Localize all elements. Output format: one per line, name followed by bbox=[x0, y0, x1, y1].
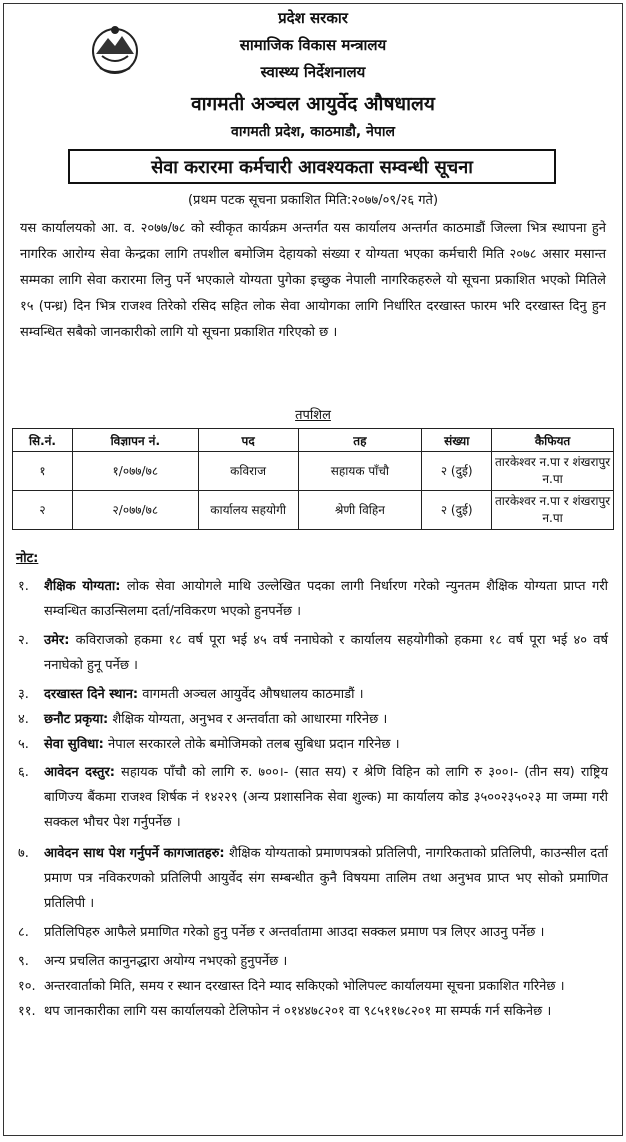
note-item bbox=[18, 760, 608, 835]
note-number: २. bbox=[18, 633, 29, 648]
column-header: संख्या bbox=[422, 429, 492, 452]
note-text: कविराजको हकमा १८ वर्ष पूरा भई ४५ वर्ष ननाघेको र कार्यालय सहयोगीको हकमा १८ वर्ष पूरा भई ४० वर्ष ननाघेको हुनू पर्नेछ । bbox=[44, 633, 608, 673]
note-text: सहायक पाँचौ को लागि रु. ७००।- (सात सय) र श्रेणि विहिन को लागि रु ३००।- (तीन सय) राष्ट्रिय बाणिज्य बैंकमा राजश्व शिर्षक नं १४२२९ (अन्य प्रशासनिक सेवा शुल्क) मा कार्यालय कोड ३५००२३५०२३ मा जम्मा गरी सक्कल भौचर पेश गर्नुपर्नेछ । bbox=[44, 765, 608, 830]
table-cell: २/०७७/७८ bbox=[72, 491, 198, 530]
note-item bbox=[18, 628, 608, 678]
note-number: ३. bbox=[18, 687, 29, 702]
table-cell: १ bbox=[13, 452, 73, 491]
note-item bbox=[18, 920, 608, 945]
header-line-1: प्रदेश सरकार bbox=[278, 9, 348, 27]
note-text: प्रतिलिपिहरु आफैले प्रमाणित गरेको हुनु पर्नेछ र अन्तर्वातामा आउदा सक्कल प्रमाण पत्र लिएर आउनु पर्नेछ । bbox=[44, 925, 545, 940]
note-text: वागमती अञ्चल आयुर्वेद औषधालय काठमाडौं । bbox=[138, 687, 364, 702]
note-key: सेवा सुविधा: bbox=[44, 737, 104, 752]
note-key: शैक्षिक योग्यता: bbox=[44, 579, 121, 594]
notes-list bbox=[18, 574, 608, 1024]
note-text: नेपाल सरकारले तोके बमोजिमको तलब सुबिधा प्रदान गरिनेछ । bbox=[103, 737, 400, 752]
table-cell: कविराज bbox=[198, 452, 298, 491]
table-row bbox=[13, 491, 614, 530]
note-item bbox=[18, 682, 608, 707]
table-row bbox=[13, 452, 614, 491]
note-item bbox=[18, 974, 608, 999]
table-header-row bbox=[13, 429, 614, 452]
table-cell: सहायक पाँचौ bbox=[298, 452, 422, 491]
note-key: छनौट प्रकृया: bbox=[44, 712, 109, 727]
note-item bbox=[18, 999, 608, 1024]
notes-title: नोट: bbox=[16, 551, 39, 566]
published-date: (प्रथम पटक सूचना प्रकाशित मिति:२०७७/०९/२६ गते) bbox=[187, 193, 439, 208]
column-header: पद bbox=[198, 429, 298, 452]
column-header: सि.नं. bbox=[13, 429, 73, 452]
table-cell: २ (दुई) bbox=[422, 491, 492, 530]
table-cell: तारकेश्वर न.पा र शंखरापुर न.पा bbox=[492, 452, 614, 491]
note-text: लोक सेवा आयोगले माथि उल्लेखित पदका लागी निर्धारण गरेको न्युनतम शैक्षिक योग्यता प्राप्त गरी सम्वन्धित काउन्सिलमा दर्ता/नविकरण भएको हुनपर्नेछ । bbox=[44, 579, 609, 619]
table-cell: २ bbox=[13, 491, 73, 530]
schedule-table bbox=[12, 428, 614, 530]
note-number: १०. bbox=[18, 979, 36, 994]
table-cell: तारकेश्वर न.पा र शंखरापुर न.पा bbox=[492, 491, 614, 530]
note-text: अन्तरवार्ताको मिति, समय र स्थान दरखास्त दिने म्याद सकिएको भोलिपल्ट कार्यालयमा सूचना प्रकाशित गरिनेछ । bbox=[44, 979, 565, 994]
table-cell: २ (दुई) bbox=[422, 452, 492, 491]
notice-title: सेवा करारमा कर्मचारी आवश्यकता सम्वन्धी सूचना bbox=[68, 149, 556, 184]
note-item bbox=[18, 574, 608, 624]
note-item bbox=[18, 841, 608, 916]
note-key: दरखास्त दिने स्थान: bbox=[44, 687, 139, 702]
header-line-2: सामाजिक विकास मन्त्रालय bbox=[239, 36, 387, 54]
column-header: विज्ञापन नं. bbox=[72, 429, 198, 452]
table-cell: श्रेणी विहिन bbox=[298, 491, 422, 530]
note-key: उमेर: bbox=[44, 633, 70, 648]
table-cell: १/०७७/७८ bbox=[72, 452, 198, 491]
note-text: थप जानकारीका लागि यस कार्यालयको टेलिफोन नं ०१४४७८२०१ वा ९८५११७८२०१ मा सम्पर्क गर्न सकिनेछ । bbox=[44, 1004, 552, 1019]
note-number: ७. bbox=[18, 846, 29, 861]
note-number: ४. bbox=[18, 712, 29, 727]
notice-page bbox=[3, 3, 623, 1136]
note-text: शैक्षिक योग्यता, अनुभव र अन्तर्वाता को आधारमा गरिनेछ । bbox=[108, 712, 388, 727]
office-name: वागमती अञ्चल आयुर्वेद औषधालय bbox=[191, 93, 435, 115]
column-header: तह bbox=[298, 429, 422, 452]
table-cell: कार्यालय सहयोगी bbox=[198, 491, 298, 530]
note-number: १. bbox=[18, 579, 29, 594]
notice-body: यस कार्यालयको आ. व. २०७७/७८ को स्वीकृत कार्यक्रम अन्तर्गत यस कार्यालय अन्तर्गत काठमाडौं जिल्ला भित्र स्थापना हुने नागरिक आरोग्य सेवा केन्द्रका लागि तपशील बमोजिम देहायको संख्या र योग्यता भएका कर्मचारी मिति २०७८ असार मसान्त सम्मका लागि सेवा करारमा लिनु पर्ने भएकाले योग्यता पुगेका इच्छुक नेपाली नागरिकहरुले यो सूचना प्रकाशित भएको मितिले १५ (पन्ध्र) दिन भित्र राजश्व तिरेको रसिद सहित लोक सेवा आयोगका लागि निर्धारित दरखास्त फारम भरि दरखास्त दिनु हुन सम्वन्धित सबैको जानकारीको लागि यो सूचना प्रकाशित गरिएको छ । bbox=[20, 221, 606, 340]
note-number: ६. bbox=[18, 765, 29, 780]
column-header: कैफियत bbox=[492, 429, 614, 452]
note-text: अन्य प्रचलित कानुनद्धारा अयोग्य नभएको हुनुपर्नेछ । bbox=[44, 954, 288, 969]
schedule-title: तपशिल bbox=[295, 408, 331, 423]
note-key: आवेदन दस्तुर: bbox=[44, 765, 115, 780]
note-number: ९. bbox=[18, 954, 29, 969]
note-item bbox=[18, 707, 608, 732]
note-key: आवेदन साथ पेश गर्नुपर्ने कागजातहरु: bbox=[44, 846, 225, 861]
header-line-3: स्वास्थ्य निर्देशनालय bbox=[260, 63, 366, 81]
note-item bbox=[18, 732, 608, 757]
note-number: ११. bbox=[18, 1004, 36, 1019]
office-address: वागमती प्रदेश, काठमाडौ, नेपाल bbox=[231, 124, 395, 140]
note-text: शैक्षिक योग्यताको प्रमाणपत्रको प्रतिलिपी, नागरिकताको प्रतिलिपी, काउन्सील दर्ता प्रमाण पत्र नविकरणको प्रतिलिपी आयुर्वेद संग सम्बन्धीत कुनै विषयमा तालिम तथा अनुभव प्राप्त भए सोको प्रमाणित प्रतिलिपी । bbox=[44, 846, 608, 911]
note-number: ५. bbox=[18, 737, 29, 752]
note-item bbox=[18, 949, 608, 974]
note-number: ८. bbox=[18, 925, 29, 940]
